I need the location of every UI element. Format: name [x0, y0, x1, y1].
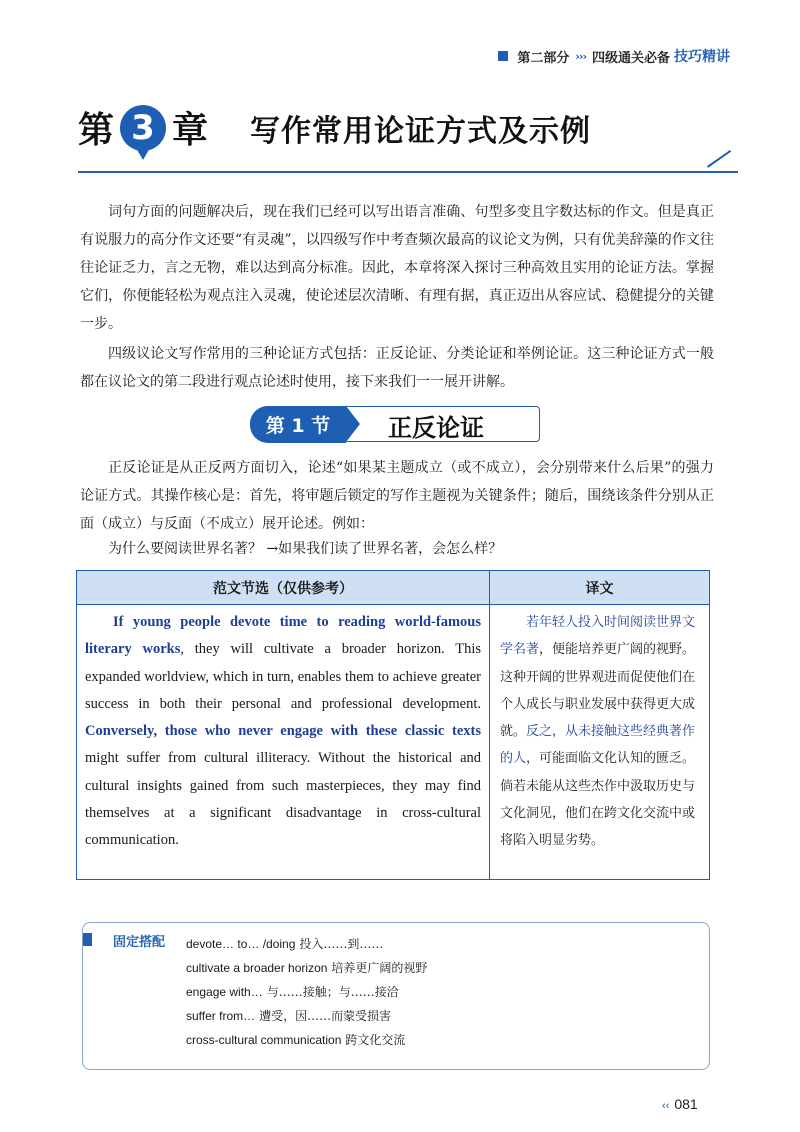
chapter-heading	[78, 102, 591, 153]
header-arrows-icon: ›››	[575, 49, 586, 63]
intro-paragraph-1: 词句方面的问题解决后，现在我们已经可以写出语言准确、句型多变且字数达标的作文。但是真正有说服力的高分作文还要“有灵魂”，以四级写作中考查频次最高的议论文为例，只有优美辞藻的作文往往论证乏力，言之无物，难以达到高分标准。因此，本章将深入探讨三种高效且实用的论证方法。掌握它们，你便能轻松为观点注入灵魂，使论述层次清晰、有理有据，真正迈出从容应试、稳健提分的关键一步。	[80, 204, 714, 332]
chapter-rule-tip	[707, 150, 731, 168]
sample-table	[76, 570, 710, 880]
fixed-expressions-box	[82, 922, 710, 1070]
expression-list	[186, 932, 427, 1052]
zh-text-1: ，便能培养更广阔的视野。这种开阔的世界观进而促使他们在个人成长与职业发展中获得更大成就。	[500, 642, 696, 740]
section-tag: 第 1 节	[250, 406, 346, 443]
expression-en: devote… to… /doing	[186, 937, 296, 951]
box-tab-icon	[83, 933, 92, 946]
page-number	[662, 1096, 698, 1112]
expression-zh: 与……接触；与……接洽	[266, 985, 399, 999]
en-highlight-1: If young people devote time to reading world-famous literary works	[85, 614, 481, 658]
body-paragraph: 正反论证是从正反两方面切入，论述“如果某主题成立（或不成立），会分别带来什么后果”的强力论证方式。其操作核心是：首先，将审题后锁定的写作主题视为关键条件；随后，围绕该条件分别从正面（成立）与反面（不成立）展开论述。例如：	[80, 460, 714, 532]
expression-zh: 跨文化交流	[345, 1033, 406, 1047]
zh-highlight-1: 若年轻人投入时间阅读世界文学名著	[500, 615, 696, 658]
expression-en: engage with…	[186, 985, 263, 999]
fixed-expressions-label: 固定搭配	[113, 935, 166, 950]
list-item	[186, 932, 427, 956]
chapter-number-badge: 3	[120, 105, 166, 151]
expression-en: cross-cultural communication	[186, 1033, 342, 1047]
running-header	[498, 46, 730, 66]
expression-zh: 培养更广阔的视野	[331, 961, 428, 975]
expression-zh: 遭受，因……而蒙受损害	[259, 1009, 392, 1023]
en-text-2: might suffer from cultural illiteracy. Without the historical and cultural insights gained from such masterpieces, they may find themselves at a significant disadvantage in cross-cultural communication.	[85, 750, 481, 849]
section-name: 正反论证	[388, 414, 484, 442]
intro-paragraph-2: 四级议论文写作常用的三种论证方式包括：正反论证、分类论证和举例论证。这三种论证方式一般都在议论文的第二段进行观点论述时使用，接下来我们一一展开讲解。	[80, 346, 714, 390]
chapter-suffix: 章	[172, 110, 209, 151]
expression-en: suffer from…	[186, 1009, 256, 1023]
page-arrows-icon: ‹‹	[662, 1100, 670, 1112]
example-question: 为什么要阅读世界名著？ →如果我们读了世界名著，会怎么样？	[108, 541, 503, 557]
chapter-title: 写作常用论证方式及示例	[250, 113, 592, 149]
header-section: 四级通关必备	[591, 50, 670, 66]
section-heading	[250, 406, 540, 442]
page-number-value: 081	[674, 1096, 698, 1112]
list-item	[186, 980, 427, 1004]
list-item	[186, 1028, 427, 1052]
chapter-rule	[78, 171, 738, 173]
list-item	[186, 1004, 427, 1028]
chapter-prefix: 第	[78, 110, 115, 151]
table-header-zh: 译文	[490, 571, 710, 605]
sample-text-zh	[490, 605, 710, 880]
en-highlight-2: Conversely, those who never engage with these classic texts	[85, 723, 481, 740]
table-header-en: 范文节选（仅供参考）	[77, 571, 490, 605]
header-part: 第二部分	[517, 50, 570, 66]
expression-en: cultivate a broader horizon	[186, 961, 328, 975]
en-text-1: , they will cultivate a broader horizon. This expanded worldview, which in turn, enables them to achieve greater success in both their personal and professional development.	[85, 641, 482, 712]
zh-highlight-2: 反之，从未接触这些经典著作的人	[500, 724, 696, 767]
sample-text-en	[77, 605, 490, 880]
expression-zh: 投入……到……	[299, 937, 384, 951]
header-emphasis: 技巧精讲	[674, 49, 730, 65]
header-square-icon	[498, 51, 508, 61]
list-item	[186, 956, 427, 980]
zh-text-2: ，可能面临文化认知的匮乏。倘若未能从这些杰作中汲取历史与文化洞见，他们在跨文化交流中或将陷入明显劣势。	[500, 751, 696, 849]
